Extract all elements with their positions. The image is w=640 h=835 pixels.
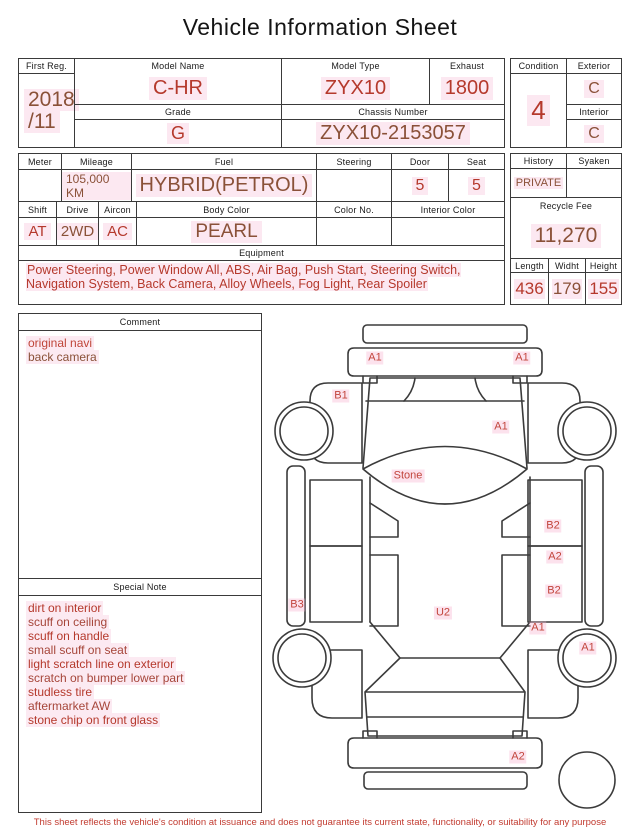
shift-value (19, 218, 56, 245)
windshield (363, 447, 527, 505)
damage-marker: B1 (334, 389, 348, 402)
first-reg-cell (19, 59, 74, 147)
comment-item: back camera (28, 350, 97, 364)
special-note-item: light scratch line on exterior (28, 657, 175, 671)
damage-marker: A1 (494, 420, 508, 433)
syaken-value (567, 169, 621, 197)
door-text: 5 (412, 177, 429, 195)
wheel-front-left-inner (280, 407, 328, 455)
exhaust-value (430, 73, 504, 104)
fuel-text: HYBRID(PETROL) (136, 174, 313, 197)
damage-marker: Stone (393, 469, 423, 482)
body-color-text: PEARL (191, 221, 261, 243)
damage-marker: A1 (531, 621, 545, 634)
drive-value (57, 218, 98, 245)
meter-value (19, 170, 61, 201)
c-pillars (370, 622, 530, 658)
steering-cell (316, 154, 391, 201)
color-no-label: Color No. (317, 202, 391, 218)
seat-value (449, 170, 504, 201)
width-cell (548, 259, 585, 304)
exhaust-cell (429, 59, 504, 104)
exterior-value (567, 74, 621, 104)
hood-wheel-arches (404, 378, 486, 401)
equipment-label: Equipment (19, 246, 504, 261)
aircon-text: AC (103, 223, 132, 240)
rear-bumper-tabs (363, 731, 527, 738)
left-rear-door (310, 546, 362, 622)
width-text: 179 (552, 278, 582, 298)
comment-label: Comment (19, 314, 261, 331)
length-value (511, 273, 548, 304)
drive-text: 2WD (57, 223, 98, 240)
rear-window-trunk (365, 658, 525, 736)
front-bumper-tabs (363, 376, 527, 383)
history-text: PRIVATE (515, 177, 562, 189)
special-note-item: studless tire (28, 685, 93, 699)
grade-cell (74, 104, 281, 147)
special-note-label: Special Note (19, 578, 261, 596)
door-label: Door (392, 154, 448, 170)
height-label: Height (586, 259, 621, 273)
info-table (18, 58, 505, 148)
first-reg-month: /11 (24, 111, 60, 133)
exterior-label: Exterior (567, 59, 621, 74)
seat-text: 5 (468, 177, 485, 195)
recycle-fee-cell (511, 197, 621, 258)
damage-marker: A1 (515, 351, 529, 364)
wheel-front-right-inner (563, 407, 611, 455)
drive-label: Drive (57, 202, 98, 218)
body-color-label: Body Color (137, 202, 316, 218)
height-text: 155 (589, 278, 618, 298)
width-value (549, 273, 585, 304)
exhaust-label: Exhaust (450, 61, 484, 71)
recycle-fee-label: Recycle Fee (539, 201, 593, 211)
aircon-label: Aircon (99, 202, 136, 218)
equipment-section (19, 245, 504, 304)
first-reg-label: First Reg. (19, 59, 74, 74)
height-value (586, 273, 621, 304)
interior-value (567, 120, 621, 147)
left-front-door (310, 480, 362, 546)
wheel-rear-left-inner (278, 634, 326, 682)
shift-text: AT (24, 223, 50, 240)
special-note-item: scuff on handle (28, 629, 110, 643)
spec-table (18, 153, 505, 305)
steering-value (317, 170, 391, 201)
color-no-value (317, 218, 391, 245)
special-note-item: aftermarket AW (28, 699, 111, 713)
model-type-cell (281, 59, 429, 104)
model-type-label: Model Type (331, 61, 380, 71)
seat-label: Seat (449, 154, 504, 170)
fuel-label: Fuel (132, 154, 316, 170)
body-color-value (137, 218, 316, 245)
grade-label: Grade (75, 105, 281, 120)
seat-cell (448, 154, 504, 201)
right-rocker-panel (585, 466, 603, 626)
steering-label: Steering (317, 154, 391, 170)
aircon-cell (98, 202, 136, 245)
damage-marker: A1 (581, 641, 595, 654)
syaken-label: Syaken (567, 154, 621, 169)
history-value (511, 169, 566, 197)
door-value (392, 170, 448, 201)
history-table (510, 153, 622, 305)
recycle-fee-text: 11,270 (531, 224, 602, 248)
model-name-text: C-HR (149, 77, 207, 100)
model-type-text: ZYX10 (321, 77, 390, 100)
a-pillars (370, 503, 530, 537)
length-cell (511, 259, 548, 304)
front-grille-strip (363, 325, 527, 343)
width-label: Widht (549, 259, 585, 273)
interior-color-value (392, 218, 504, 245)
damage-marker: B2 (546, 519, 560, 532)
mileage-text: 105,000 KM (62, 172, 131, 200)
length-label: Length (511, 259, 548, 273)
grade-text: G (167, 123, 189, 144)
damage-marker: B3 (290, 598, 304, 611)
model-name-value (75, 73, 281, 104)
page-title: Vehicle Information Sheet (182, 14, 458, 40)
color-no-cell (316, 202, 391, 245)
mileage-label: Mileage (62, 154, 131, 170)
spare-wheel (559, 752, 615, 808)
damage-marker: U2 (435, 606, 451, 619)
special-note-item: stone chip on front glass (28, 713, 159, 727)
model-type-value (282, 73, 429, 104)
first-reg-value (19, 74, 74, 147)
right-front-door (528, 480, 582, 546)
interior-color-cell (391, 202, 504, 245)
exterior-text: C (584, 80, 604, 98)
special-note-list (19, 596, 261, 812)
recycle-fee-value (511, 214, 621, 258)
condition-text: 4 (527, 95, 549, 126)
mileage-value (62, 170, 131, 201)
condition-cell (511, 59, 566, 147)
length-text: 436 (515, 278, 544, 298)
car-diagram-svg (270, 310, 640, 815)
mileage-cell (61, 154, 131, 201)
aircon-value (99, 218, 136, 245)
comment-list (19, 331, 261, 578)
condition-table (510, 58, 622, 148)
exhaust-text: 1800 (441, 77, 494, 100)
history-cell (511, 154, 566, 197)
interior-cell (566, 104, 621, 147)
special-note-item: scratch on bumper lower part (28, 671, 184, 685)
condition-value (511, 74, 566, 147)
interior-label: Interior (567, 105, 621, 120)
comment-box (18, 313, 262, 813)
equipment-text: Power Steering, Power Window All, ABS, Air Bag, Push Start, Steering Switch, Navigation System, Back Camera, Alloy Wheels, Fog Light, Rear Spoiler (26, 263, 461, 291)
roof-sides (370, 477, 530, 622)
body-color-cell (136, 202, 316, 245)
chassis-number-cell (281, 104, 504, 147)
shift-cell (19, 202, 56, 245)
fuel-cell (131, 154, 316, 201)
special-note-item: dirt on interior (28, 601, 102, 615)
interior-text: C (584, 125, 604, 143)
door-cell (391, 154, 448, 201)
drive-cell (56, 202, 98, 245)
model-name-cell (74, 59, 281, 104)
car-damage-diagram (270, 310, 640, 815)
exterior-cell (566, 59, 621, 104)
comment-item: original navi (28, 336, 93, 350)
model-name-label: Model Name (151, 61, 205, 71)
damage-marker: A2 (511, 750, 525, 763)
special-note-item: small scuff on seat (28, 643, 128, 657)
equipment-value (19, 261, 504, 291)
damage-marker: A1 (368, 351, 382, 364)
chassis-number-text: ZYX10-2153057 (316, 122, 470, 145)
height-cell (585, 259, 621, 304)
damage-marker: B2 (547, 584, 561, 597)
special-note-item: scuff on ceiling (28, 615, 108, 629)
chassis-number-value (282, 120, 504, 147)
condition-label: Condition (511, 59, 566, 74)
syaken-cell (566, 154, 621, 197)
meter-cell (19, 154, 61, 201)
chassis-number-label: Chassis Number (282, 105, 504, 120)
grade-value (75, 120, 281, 147)
rear-lower-strip (364, 772, 527, 789)
fuel-value (132, 170, 316, 201)
damage-marker: A2 (548, 550, 562, 563)
shift-label: Shift (19, 202, 56, 218)
interior-color-label: Interior Color (392, 202, 504, 218)
meter-label: Meter (19, 154, 61, 170)
footer-disclaimer: This sheet reflects the vehicle's condition at issuance and does not guarantee its current state, functionality, or suitability for any purpose (33, 817, 607, 828)
history-label: History (511, 154, 566, 169)
first-reg-year: 2018 (24, 89, 79, 111)
